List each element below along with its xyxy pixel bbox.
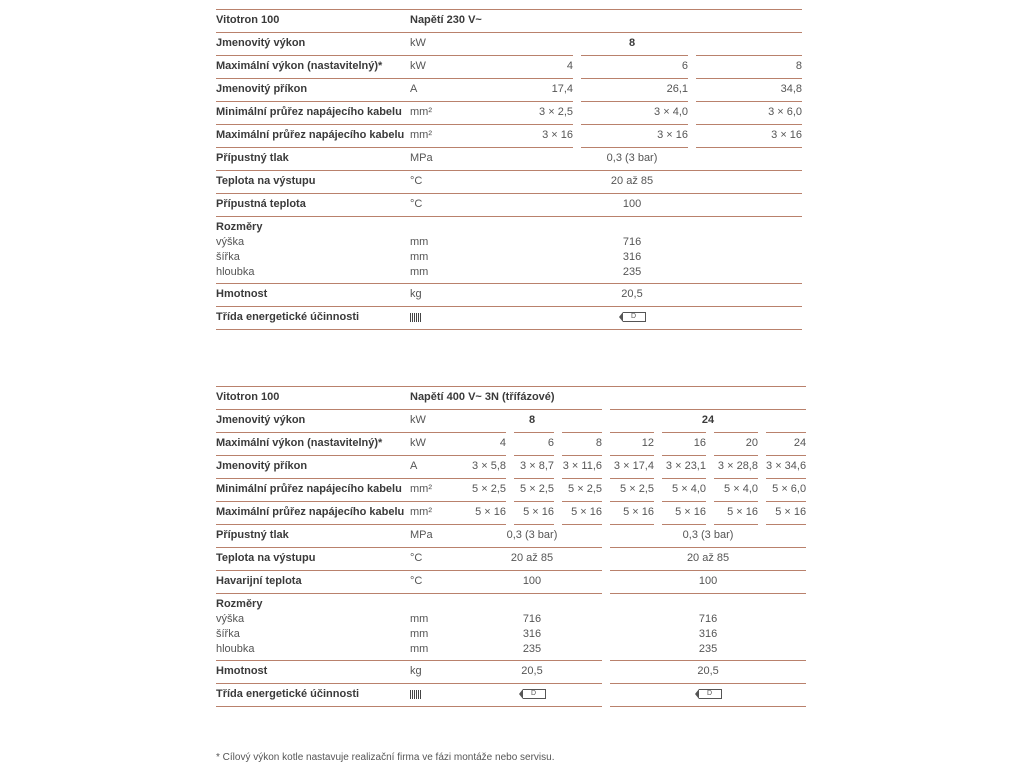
value: 12 [606,433,658,456]
value: 4 [462,433,510,456]
energy-class-badge: D [523,689,546,699]
value: 3 × 8,7 [510,456,558,479]
value: 34,8 [692,79,802,102]
row-label: Havarijní teplota [216,571,410,594]
row-label: Třída energetické účinnosti [216,307,410,330]
value: 3 × 6,0 [692,102,802,125]
value: 26,1 [577,79,692,102]
value: 8 [462,410,606,433]
unit: kW [410,33,462,56]
row-label: Jmenovitý výkon [216,410,410,433]
unit: mm² [410,125,462,148]
row-label: Jmenovitý výkon [216,33,410,56]
row-label: Maximální průřez napájecího kabelu [216,125,410,148]
energy-label-icon [410,690,421,699]
value: 5 × 16 [462,502,510,525]
dimensions-values: 716 316 235 [462,217,802,284]
unit: °C [410,171,462,194]
value: 100 [462,571,606,594]
value: 5 × 4,0 [658,479,710,502]
energy-class-badge: D [699,689,722,699]
unit: °C [410,571,462,594]
value: 3 × 2,5 [462,102,577,125]
unit: kg [410,284,462,307]
value: 20,5 [462,661,606,684]
value: 100 [606,571,806,594]
value: 5 × 16 [606,502,658,525]
value: 5 × 16 [510,502,558,525]
row-label: Třída energetické účinnosti [216,684,410,707]
value: 5 × 2,5 [510,479,558,502]
energy-class-badge: D [623,312,646,322]
value: 5 × 2,5 [558,479,606,502]
value: 8 [558,433,606,456]
value: 3 × 28,8 [710,456,762,479]
unit: kW [410,433,462,456]
row-label: Přípustná teplota [216,194,410,217]
value: 3 × 16 [692,125,802,148]
value: 24 [762,433,806,456]
value: 6 [510,433,558,456]
dimensions-label: Rozměry výška šířka hloubka [216,217,410,284]
row-label: Maximální průřez napájecího kabelu [216,502,410,525]
value: 0,3 (3 bar) [606,525,806,548]
value: 3 × 16 [577,125,692,148]
value: 5 × 16 [710,502,762,525]
value: 5 × 2,5 [462,479,510,502]
value: 5 × 6,0 [762,479,806,502]
unit: MPa [410,148,462,171]
value: 6 [577,56,692,79]
row-label: Maximální výkon (nastavitelný)* [216,56,410,79]
voltage-header: Napětí 400 V~ 3N (třífázové) [410,387,806,410]
row-label: Jmenovitý příkon [216,456,410,479]
value: 3 × 23,1 [658,456,710,479]
value: 5 × 16 [658,502,710,525]
value: 16 [658,433,710,456]
value: 24 [606,410,806,433]
value: 3 × 5,8 [462,456,510,479]
unit: A [410,79,462,102]
dimensions-label: Rozměry výška šířka hloubka [216,594,410,661]
unit: °C [410,194,462,217]
value: 5 × 16 [558,502,606,525]
energy-label-icon [410,313,421,322]
row-label: Maximální výkon (nastavitelný)* [216,433,410,456]
value: 5 × 16 [762,502,806,525]
spec-table-230v [216,9,802,330]
value: 20,5 [606,661,806,684]
row-label: Přípustný tlak [216,148,410,171]
row-label: Teplota na výstupu [216,548,410,571]
row-label: Přípustný tlak [216,525,410,548]
unit: mm mm mm [410,594,462,661]
unit: A [410,456,462,479]
row-label: Hmotnost [216,661,410,684]
unit: mm² [410,502,462,525]
unit: mm mm mm [410,217,462,284]
value: 17,4 [462,79,577,102]
value: 0,3 (3 bar) [462,525,606,548]
dimensions-values: 716 316 235 [462,594,606,661]
value: 3 × 17,4 [606,456,658,479]
value: 3 × 34,6 [762,456,806,479]
row-label: Teplota na výstupu [216,171,410,194]
value: 100 [462,194,802,217]
value: 20,5 [462,284,802,307]
unit: kW [410,410,462,433]
unit: kg [410,661,462,684]
value: 3 × 11,6 [558,456,606,479]
unit: mm² [410,479,462,502]
table-title: Vitotron 100 [216,10,410,33]
value: 20 až 85 [462,171,802,194]
value: 8 [692,56,802,79]
table-title: Vitotron 100 [216,387,410,410]
row-label: Minimální průřez napájecího kabelu [216,479,410,502]
footnote: * Cílový výkon kotle nastavuje realizační firma ve fázi montáže nebo servisu. [216,752,555,763]
unit: MPa [410,525,462,548]
voltage-header: Napětí 230 V~ [410,10,802,33]
value: 20 [710,433,762,456]
spec-table-400v [216,386,806,707]
unit: °C [410,548,462,571]
dimensions-values: 716 316 235 [606,594,806,661]
value: 20 až 85 [462,548,606,571]
row-label: Jmenovitý příkon [216,79,410,102]
value: 3 × 4,0 [577,102,692,125]
value: 5 × 2,5 [606,479,658,502]
unit: kW [410,56,462,79]
value: 3 × 16 [462,125,577,148]
value: 4 [462,56,577,79]
value: 0,3 (3 bar) [462,148,802,171]
value: 5 × 4,0 [710,479,762,502]
value: 8 [462,33,802,56]
unit: mm² [410,102,462,125]
value: 20 až 85 [606,548,806,571]
row-label: Minimální průřez napájecího kabelu [216,102,410,125]
row-label: Hmotnost [216,284,410,307]
